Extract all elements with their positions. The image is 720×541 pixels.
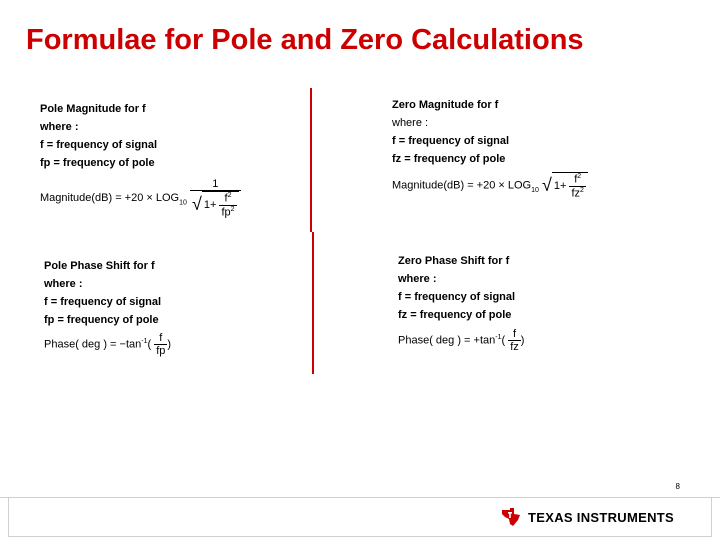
zero-phase-where: where : — [398, 273, 437, 285]
pole-magnitude-log-sub: 10 — [179, 199, 187, 207]
pole-magnitude-numerator: 1 — [212, 178, 219, 190]
zero-phase-formula — [398, 328, 524, 353]
sqrt-icon: √ — [541, 175, 552, 196]
pole-magnitude-denominator — [190, 190, 241, 218]
slide-title: Formulae for Pole and Zero Calculations — [26, 24, 584, 56]
center-divider-top — [310, 88, 312, 232]
pole-phase-heading: Pole Phase Shift for f — [44, 260, 155, 272]
zero-magnitude-f: f — [574, 173, 578, 186]
pole-magnitude-fp-definition: fp = frequency of pole — [40, 157, 155, 169]
pole-magnitude-lhs: Magnitude(dB) = +20 × LOG — [40, 192, 180, 205]
zero-magnitude-fz-exp: 2 — [580, 186, 584, 194]
pole-phase-denominator: fp — [156, 345, 166, 357]
pole-magnitude-f-definition: f = frequency of signal — [40, 139, 158, 151]
ti-logo — [500, 506, 674, 528]
center-divider-bottom — [312, 232, 314, 374]
zero-magnitude-fz-definition: fz = frequency of pole — [392, 153, 506, 165]
zero-magnitude-f-definition: f = frequency of signal — [392, 135, 510, 147]
pole-phase-lhs: Phase( deg ) = −tan — [44, 338, 142, 351]
texas-state-icon — [500, 506, 522, 528]
pole-magnitude-heading: Pole Magnitude for f — [40, 103, 146, 115]
zero-magnitude-fz: fz — [571, 187, 581, 200]
zero-phase-f-definition: f = frequency of signal — [398, 291, 516, 303]
zero-phase-numerator: f — [512, 328, 517, 340]
pole-magnitude-block — [40, 100, 157, 172]
pole-magnitude-one-plus: 1+ — [203, 199, 217, 212]
page-number: 8 — [675, 482, 680, 491]
zero-phase-close-paren: ) — [520, 334, 525, 347]
zero-phase-heading: Zero Phase Shift for f — [398, 255, 510, 267]
zero-phase-lhs: Phase( deg ) = +tan — [398, 334, 496, 347]
pole-magnitude-where: where : — [40, 121, 79, 133]
pole-magnitude-fraction — [190, 178, 241, 218]
zero-magnitude-log-sub: 10 — [531, 186, 539, 194]
zero-magnitude-one-plus: 1+ — [553, 180, 567, 193]
zero-phase-inverse: -1 — [495, 333, 502, 341]
pole-magnitude-formula — [40, 178, 241, 218]
pole-phase-open-paren: ( — [147, 338, 152, 351]
pole-phase-close-paren: ) — [167, 338, 172, 351]
ti-logo-text: TEXAS INSTRUMENTS — [528, 509, 674, 525]
zero-magnitude-formula — [392, 172, 588, 199]
zero-magnitude-heading: Zero Magnitude for f — [392, 99, 499, 111]
pole-phase-numerator: f — [159, 332, 163, 344]
zero-phase-open-paren: ( — [501, 334, 506, 347]
pole-phase-block — [44, 257, 161, 329]
pole-magnitude-fp-exp: 2 — [230, 205, 235, 213]
pole-magnitude-f: f — [224, 192, 228, 205]
zero-phase-fz-definition: fz = frequency of pole — [398, 309, 512, 321]
footer-bar — [0, 497, 720, 541]
zero-phase-block — [398, 252, 515, 324]
pole-phase-where: where : — [44, 278, 83, 290]
zero-magnitude-lhs: Magnitude(dB) = +20 × LOG — [392, 179, 532, 192]
pole-phase-formula — [44, 332, 171, 357]
pole-phase-f-definition: f = frequency of signal — [44, 296, 162, 308]
pole-phase-fp-definition: fp = frequency of pole — [44, 314, 159, 326]
pole-magnitude-fp: fp — [221, 206, 231, 219]
zero-magnitude-block — [392, 96, 509, 168]
pole-magnitude-f-exp: 2 — [227, 192, 232, 199]
zero-magnitude-f-exp: 2 — [577, 173, 582, 180]
sqrt-icon: √ — [191, 194, 202, 215]
zero-magnitude-where: where : — [392, 117, 429, 129]
pole-phase-inverse: -1 — [141, 337, 148, 345]
zero-phase-denominator: fz — [510, 341, 519, 353]
